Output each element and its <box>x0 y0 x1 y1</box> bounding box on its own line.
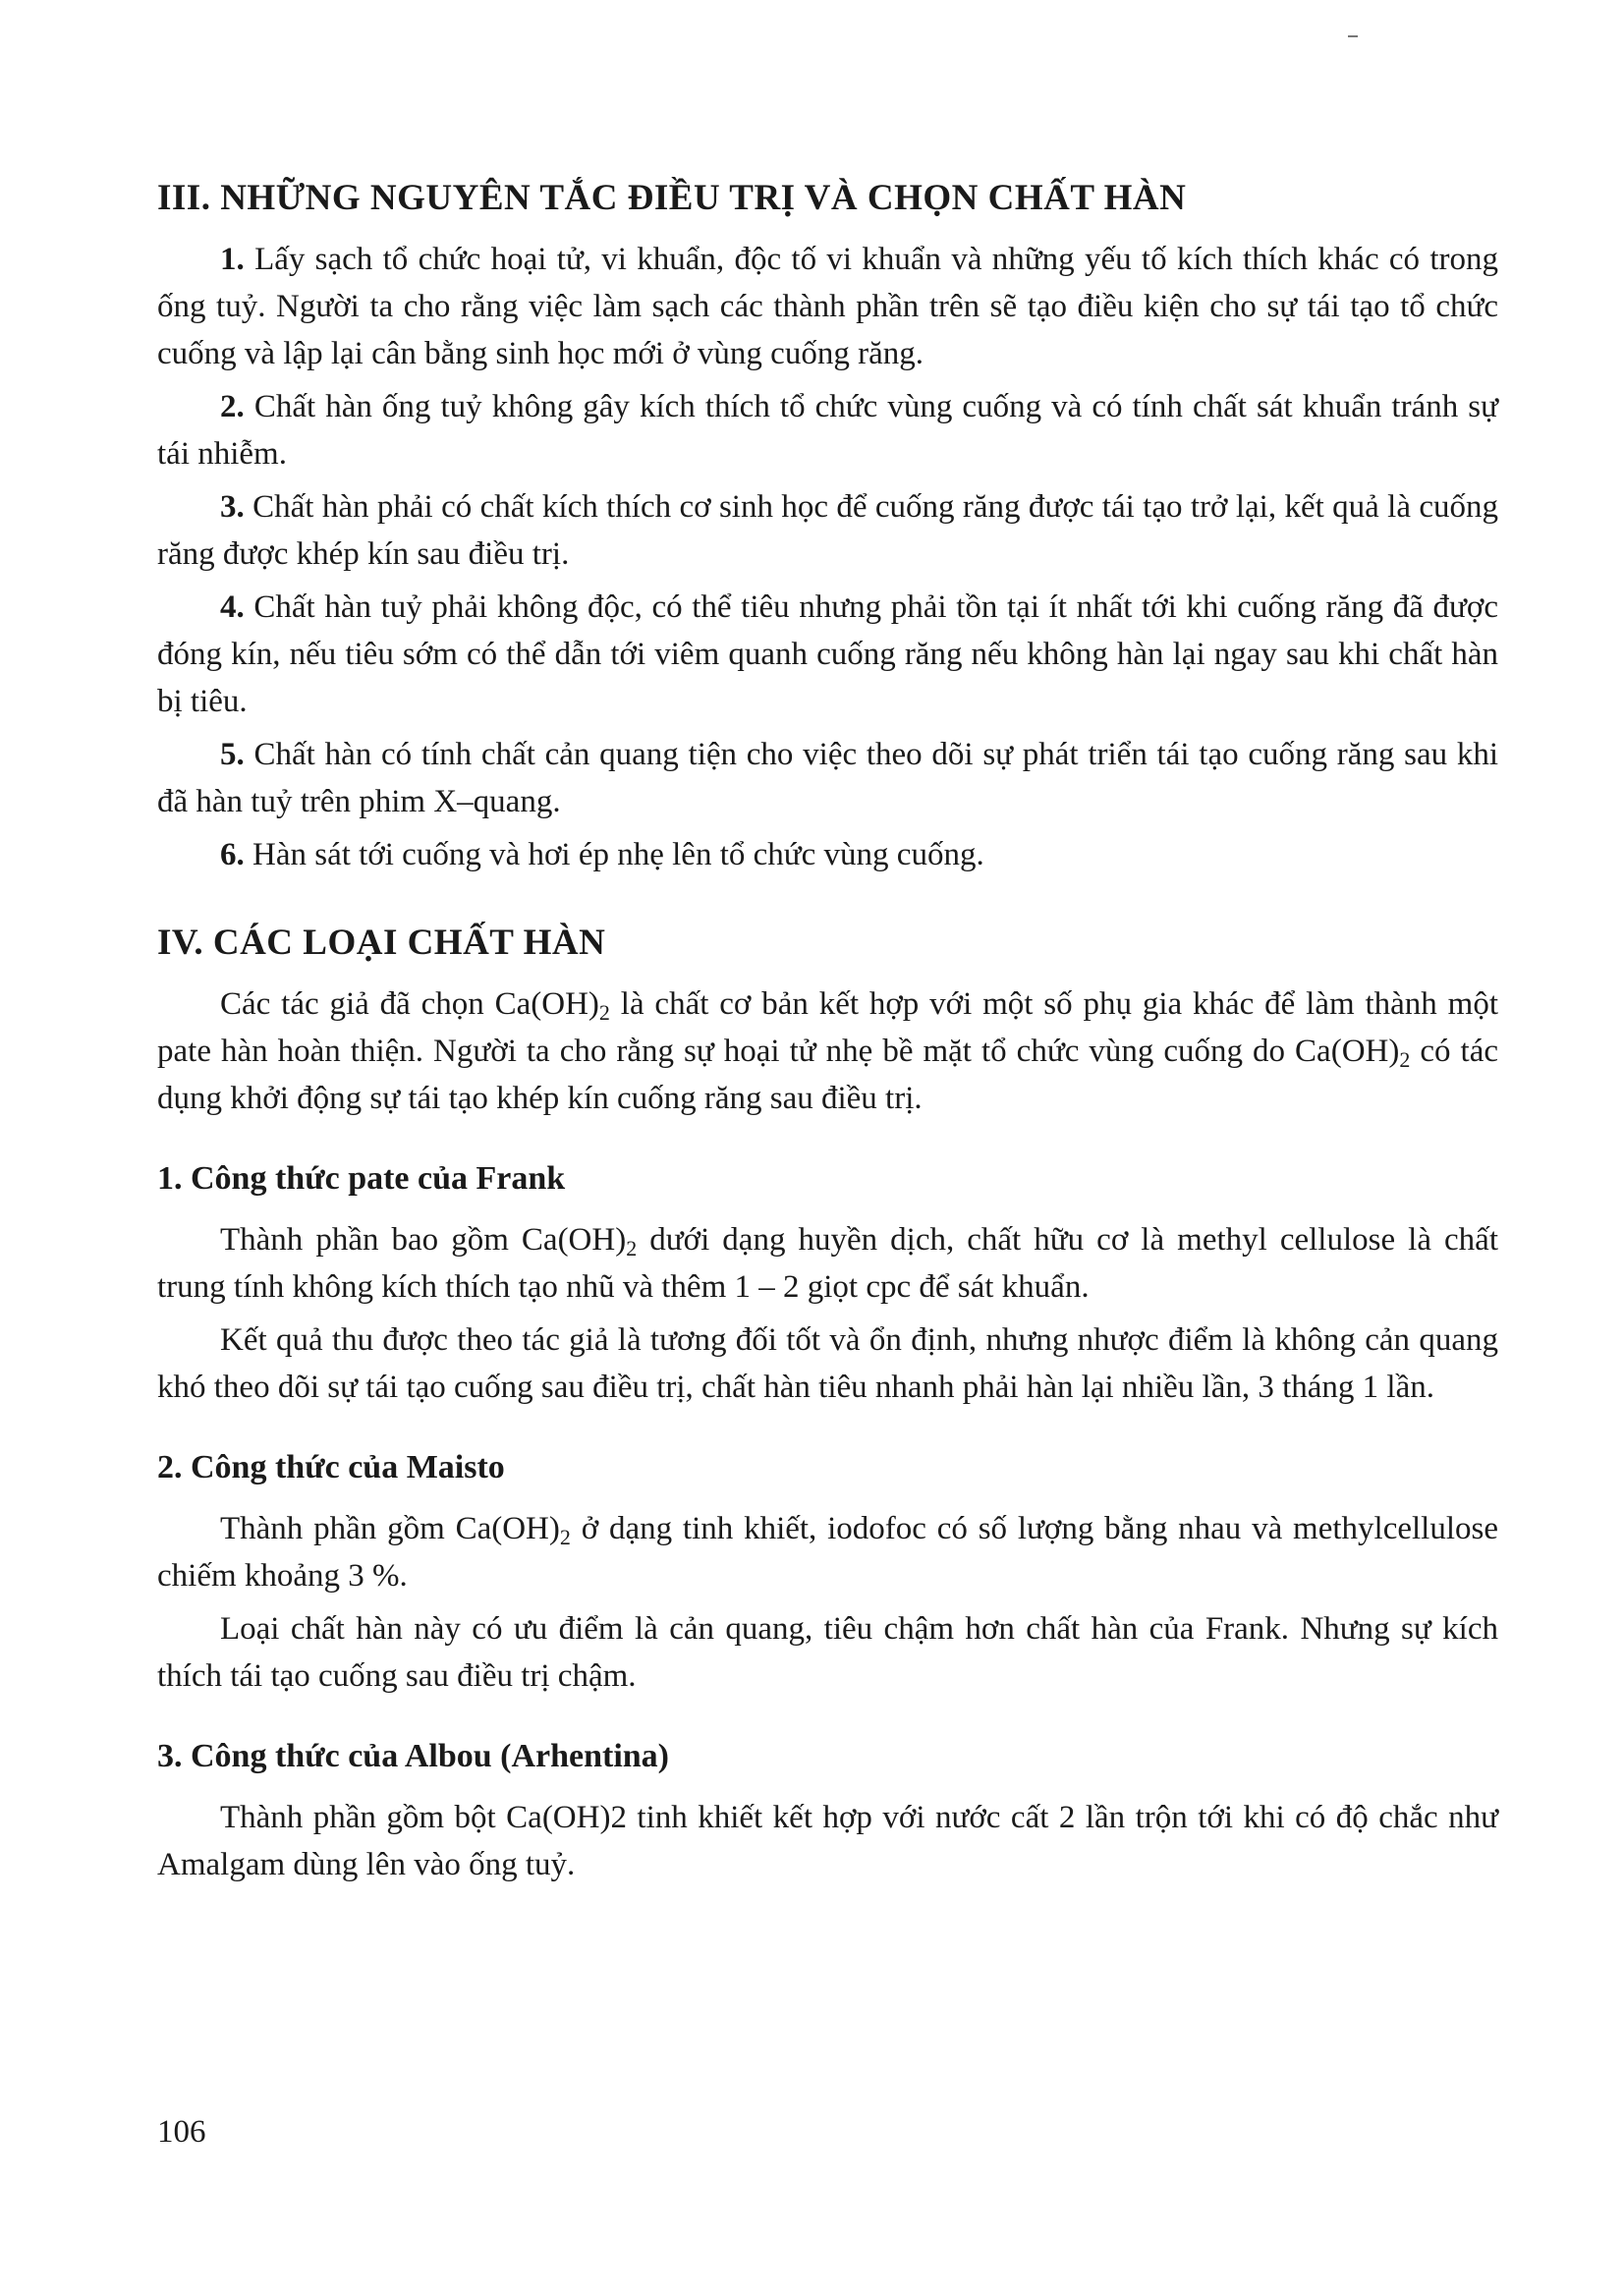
frank-heading: 1. Công thức pate của Frank <box>157 1160 566 1197</box>
item-number: 6. <box>220 837 245 872</box>
item-number: 4. <box>220 589 245 625</box>
item-text: Lấy sạch tổ chức hoại tử, vi khuẩn, độc tố vi khuẩn và những yếu tố kích thích khác có trong ống tuỷ. Người ta cho rằng việc làm sạch các thành phần trên sẽ tạo điều kiện cho sự tái tạo tổ chức cuống và lập lại cân bằng sinh học mới ở vùng cuống răng. <box>157 242 1498 371</box>
item-text: Hàn sát tới cuống và hơi ép nhẹ lên tổ chức vùng cuống. <box>252 837 984 872</box>
item-number: 5. <box>220 737 245 772</box>
subscript: 2 <box>559 1525 571 1549</box>
section-4-intro <box>157 980 1498 1122</box>
principle-item <box>157 584 1498 725</box>
scan-mark <box>1348 35 1358 37</box>
item-number: 1. <box>220 242 245 277</box>
frank-paragraph <box>157 1216 1498 1311</box>
intro-text: Các tác giả đã chọn Ca(OH) <box>220 986 599 1022</box>
maisto-heading: 2. Công thức của Maisto <box>157 1449 505 1485</box>
frank-result-paragraph: Kết quả thu được theo tác giả là tương đối tốt và ổn định, nhưng nhược điểm là không cản quang khó theo dõi sự tái tạo cuống sau điều trị, chất hàn tiêu nhanh phải hàn lại nhiều lần, 3 tháng 1 lần. <box>157 1322 1498 1405</box>
page-content <box>157 173 1498 1894</box>
paragraph-text: Thành phần gồm Ca(OH) <box>220 1511 560 1546</box>
item-text: Chất hàn tuỷ phải không độc, có thể tiêu nhưng phải tồn tại ít nhất tới khi cuống răng đã được đóng kín, nếu tiêu sớm có thể dẫn tới viêm quanh cuống răng nếu không hàn lại ngay sau khi chất hàn bị tiêu. <box>157 589 1498 719</box>
albou-heading: 3. Công thức của Albou (Arhentina) <box>157 1738 670 1774</box>
paragraph-text: dưới dạng huyền dịch, chất hữu cơ là methyl cellulose là chất trung tính không kích thích tạo nhũ và thêm 1 – 2 giọt cpc để sát khuẩn. <box>157 1222 1498 1305</box>
maisto-paragraph <box>157 1505 1498 1599</box>
subscript: 2 <box>1399 1047 1411 1072</box>
item-text: Chất hàn phải có chất kích thích cơ sinh học để cuống răng được tái tạo trở lại, kết quả là cuống răng được khép kín sau điều trị. <box>157 489 1499 572</box>
maisto-result-paragraph: Loại chất hàn này có ưu điểm là cản quang, tiêu chậm hơn chất hàn của Frank. Nhưng sự kích thích tái tạo cuống sau điều trị chậm. <box>157 1611 1498 1694</box>
principle-item <box>157 831 1498 878</box>
albou-paragraph: Thành phần gồm bột Ca(OH)2 tinh khiết kết hợp với nước cất 2 lần trộn tới khi có độ chắc như Amalgam dùng lên vào ống tuỷ. <box>157 1800 1498 1882</box>
principle-item <box>157 483 1498 578</box>
section-3-heading: III. NHỮNG NGUYÊN TẮC ĐIỀU TRỊ VÀ CHỌN CHẤT HÀN <box>157 178 1187 218</box>
paragraph-text: Thành phần bao gồm Ca(OH) <box>220 1222 627 1258</box>
intro-text: là chất cơ bản kết hợp với một số phụ gia khác để làm thành một pate hàn hoàn thiện. Người ta cho rằng sự hoại tử nhẹ bề mặt tổ chức vùng cuống do Ca(OH) <box>157 986 1498 1069</box>
principle-item <box>157 383 1498 477</box>
section-4-heading: IV. CÁC LOẠI CHẤT HÀN <box>157 923 606 963</box>
item-text: Chất hàn có tính chất cản quang tiện cho việc theo dõi sự phát triển tái tạo cuống răng sau khi đã hàn tuỷ trên phim X–quang. <box>157 737 1499 819</box>
intro-text: có tác dụng khởi động sự tái tạo khép kín cuống răng sau điều trị. <box>157 1034 1498 1116</box>
page-number: 106 <box>157 2114 206 2150</box>
principle-item <box>157 236 1498 377</box>
principle-item <box>157 731 1498 825</box>
subscript: 2 <box>598 1000 610 1025</box>
item-text: Chất hàn ống tuỷ không gây kích thích tổ chức vùng cuống và có tính chất sát khuẩn tránh sự tái nhiễm. <box>157 389 1498 472</box>
item-number: 3. <box>220 489 245 525</box>
item-number: 2. <box>220 389 245 424</box>
paragraph-text: ở dạng tinh khiết, iodofoc có số lượng bằng nhau và methylcellulose chiếm khoảng 3 %. <box>157 1511 1498 1594</box>
subscript: 2 <box>626 1236 638 1260</box>
